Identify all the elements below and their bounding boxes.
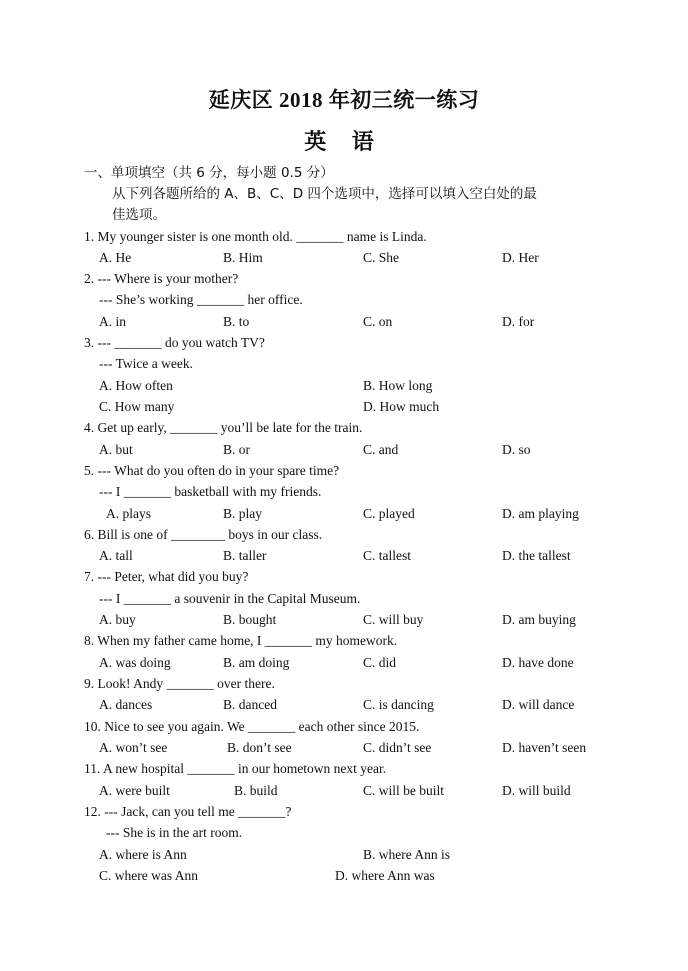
question-stem: 5. --- What do you often do in your spare time? <box>84 463 340 478</box>
option-c: C. She <box>363 250 400 265</box>
question-stem: 11. A new hospital _______ in our hometown next year. <box>84 761 387 776</box>
option-d: D. so <box>502 442 531 457</box>
option-a: A. where is Ann <box>99 847 187 862</box>
option-a: A. How often <box>99 378 173 393</box>
option-a: A. but <box>99 442 133 457</box>
option-b: B. or <box>223 442 250 457</box>
question-stem: 8. When my father came home, I _______ my homework. <box>84 633 398 648</box>
option-a: A. won’t see <box>99 740 168 755</box>
option-c: C. did <box>363 655 397 670</box>
question-dialogue: --- She’s working _______ her office. <box>99 292 303 307</box>
option-c: C. and <box>363 442 399 457</box>
question-dialogue: --- I _______ basketball with my friends. <box>99 484 322 499</box>
question-stem: 1. My younger sister is one month old. _______ name is Linda. <box>84 229 427 244</box>
question-dialogue: --- She is in the art room. <box>106 825 243 840</box>
section-heading: 一、单项填空（共 6 分，每小题 0.5 分） <box>84 165 334 181</box>
option-b: B. taller <box>223 548 267 563</box>
exam-subject: 英 语 <box>304 129 384 154</box>
option-a: A. were built <box>99 783 170 798</box>
question-dialogue: --- I _______ a souvenir in the Capital Museum. <box>99 591 361 606</box>
question-dialogue: --- Twice a week. <box>99 356 194 371</box>
question-stem: 4. Get up early, _______ you’ll be late for the train. <box>84 420 363 435</box>
option-b: B. build <box>234 783 278 798</box>
section-instruction-line2: 佳选项。 <box>112 207 166 223</box>
option-d: D. for <box>502 314 535 329</box>
exam-title: 延庆区 2018 年初三统一练习 <box>208 88 480 112</box>
option-c: C. where was Ann <box>99 868 198 883</box>
question-stem: 9. Look! Andy _______ over there. <box>84 676 275 691</box>
option-a: A. dances <box>99 697 153 712</box>
option-b: B. where Ann is <box>363 847 450 862</box>
option-c: C. will buy <box>363 612 424 627</box>
question-stem: 7. --- Peter, what did you buy? <box>84 569 249 584</box>
option-a: A. buy <box>99 612 136 627</box>
option-a: A. in <box>99 314 126 329</box>
option-c: C. played <box>363 506 415 521</box>
option-d: D. have done <box>502 655 574 670</box>
option-d: D. How much <box>363 399 440 414</box>
question-stem: 10. Nice to see you again. We _______ each other since 2015. <box>84 719 420 734</box>
option-d: D. haven’t seen <box>502 740 587 755</box>
option-b: B. don’t see <box>227 740 292 755</box>
option-d: D. am playing <box>502 506 579 521</box>
question-stem: 2. --- Where is your mother? <box>84 271 239 286</box>
option-b: B. Him <box>223 250 263 265</box>
option-d: D. will build <box>502 783 571 798</box>
option-c: C. will be built <box>363 783 444 798</box>
question-stem: 3. --- _______ do you watch TV? <box>84 335 265 350</box>
option-d: D. the tallest <box>502 548 571 563</box>
option-c: C. didn’t see <box>363 740 432 755</box>
option-c: C. on <box>363 314 393 329</box>
option-b: B. play <box>223 506 262 521</box>
section-instruction-line1: 从下列各题所给的 A、B、C、D 四个选项中，选择可以填入空白处的最 <box>112 186 537 202</box>
option-c: C. tallest <box>363 548 411 563</box>
option-a: A. tall <box>99 548 133 563</box>
option-b: B. to <box>223 314 250 329</box>
option-b: B. danced <box>223 697 277 712</box>
option-c: C. is dancing <box>363 697 434 712</box>
question-stem: 6. Bill is one of ________ boys in our class. <box>84 527 323 542</box>
option-d: D. Her <box>502 250 539 265</box>
option-a: A. was doing <box>99 655 171 670</box>
question-stem: 12. --- Jack, can you tell me _______? <box>84 804 292 819</box>
option-c: C. How many <box>99 399 175 414</box>
option-b: B. am doing <box>223 655 290 670</box>
option-d: D. will dance <box>502 697 575 712</box>
option-a: A. He <box>99 250 132 265</box>
option-b: B. How long <box>363 378 433 393</box>
option-d: D. am buying <box>502 612 576 627</box>
option-b: B. bought <box>223 612 277 627</box>
option-a: A. plays <box>106 506 151 521</box>
option-d: D. where Ann was <box>335 868 435 883</box>
